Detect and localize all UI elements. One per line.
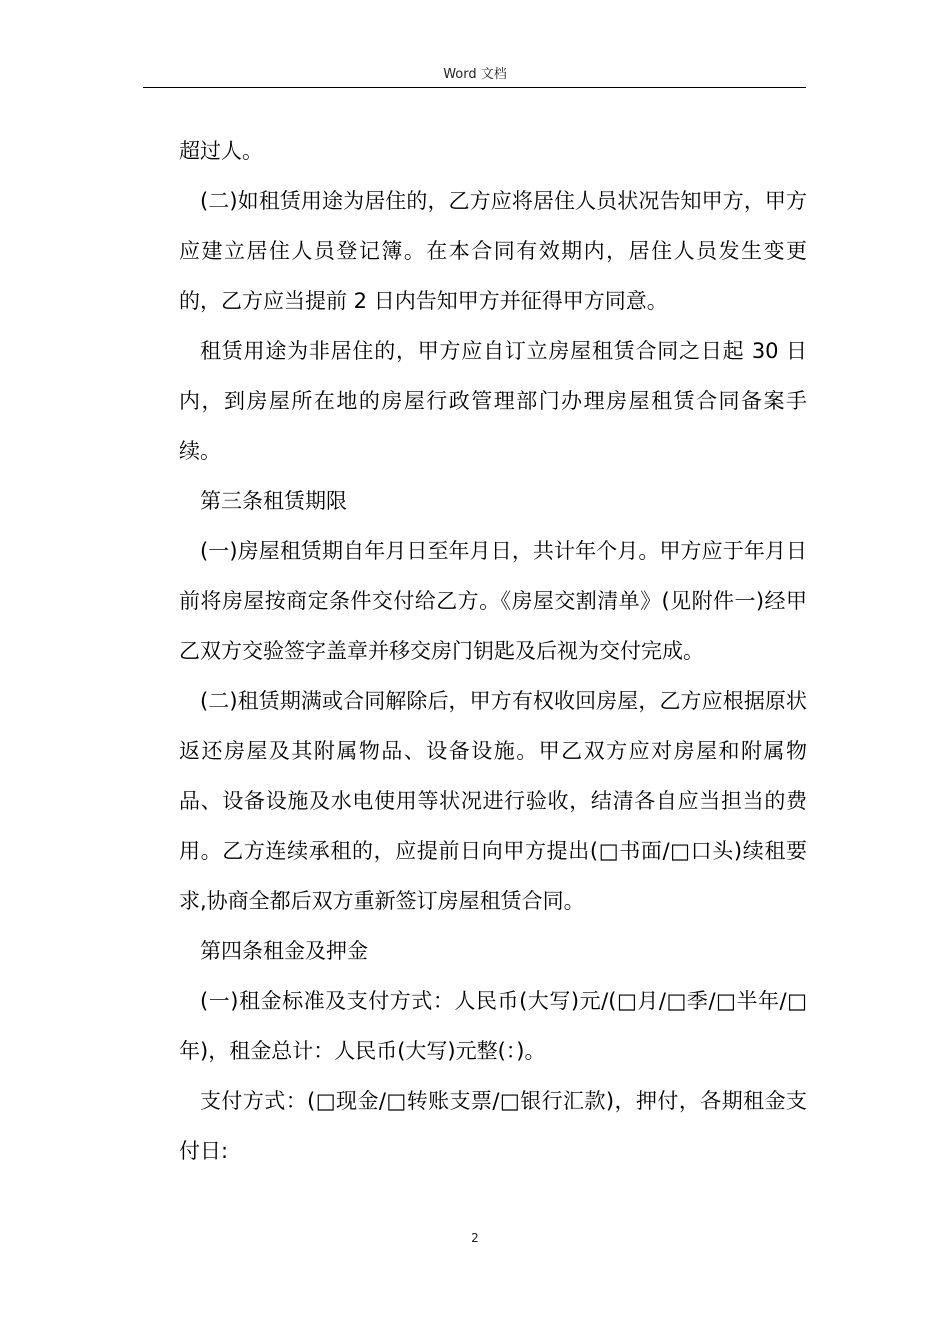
paragraph-9: 支付方式：(□现金/□转账支票/□银行汇款)，押付，各期租金支付日: xyxy=(179,1089,807,1163)
paragraph-6: (二)租赁期满或合同解除后，甲方有权收回房屋，乙方应根据原状返还房屋及其附属物品、设备设施。甲乙双方应对房屋和附属物品、设备设施及水电使用等状况进行验收，结清各自应当担当的费用。乙方连续承租的，应提前日向甲方提出(□书面/□口头)续租要求,协商全都后双方重新签订房屋租赁合同。 xyxy=(179,689,807,913)
paragraph-2: (二)如租赁用途为居住的，乙方应将居住人员状况告知甲方，甲方应建立居住人员登记簿。在本合同有效期内，居住人员发生变更的，乙方应当提前 2 日内告知甲方并征得甲方同意。 xyxy=(179,189,807,313)
paragraph-8: (一)租金标准及支付方式：人民币(大写)元/(□月/□季/□半年/□年)，租金总计：人民币(大写)元整(：)。 xyxy=(179,989,807,1063)
paragraph-3: 租赁用途为非居住的，甲方应自订立房屋租赁合同之日起 30 日内，到房屋所在地的房屋行政管理部门办理房屋租赁合同备案手续。 xyxy=(179,339,807,463)
paragraph-5: (一)房屋租赁期自年月日至年月日，共计年个月。甲方应于年月日前将房屋按商定条件交付给乙方。《房屋交割清单》(见附件一)经甲乙双方交验签字盖章并移交房门钥匙及后视为交付完成。 xyxy=(179,539,807,663)
document-body xyxy=(179,126,807,1176)
section-heading-rent: 第四条租金及押金 xyxy=(200,939,368,963)
page-number: 2 xyxy=(471,1231,479,1245)
paragraph-1: 超过人。 xyxy=(179,139,263,163)
header-divider xyxy=(143,87,806,88)
page-header: Word 文档 xyxy=(443,67,507,82)
section-heading-term: 第三条租赁期限 xyxy=(200,489,347,513)
